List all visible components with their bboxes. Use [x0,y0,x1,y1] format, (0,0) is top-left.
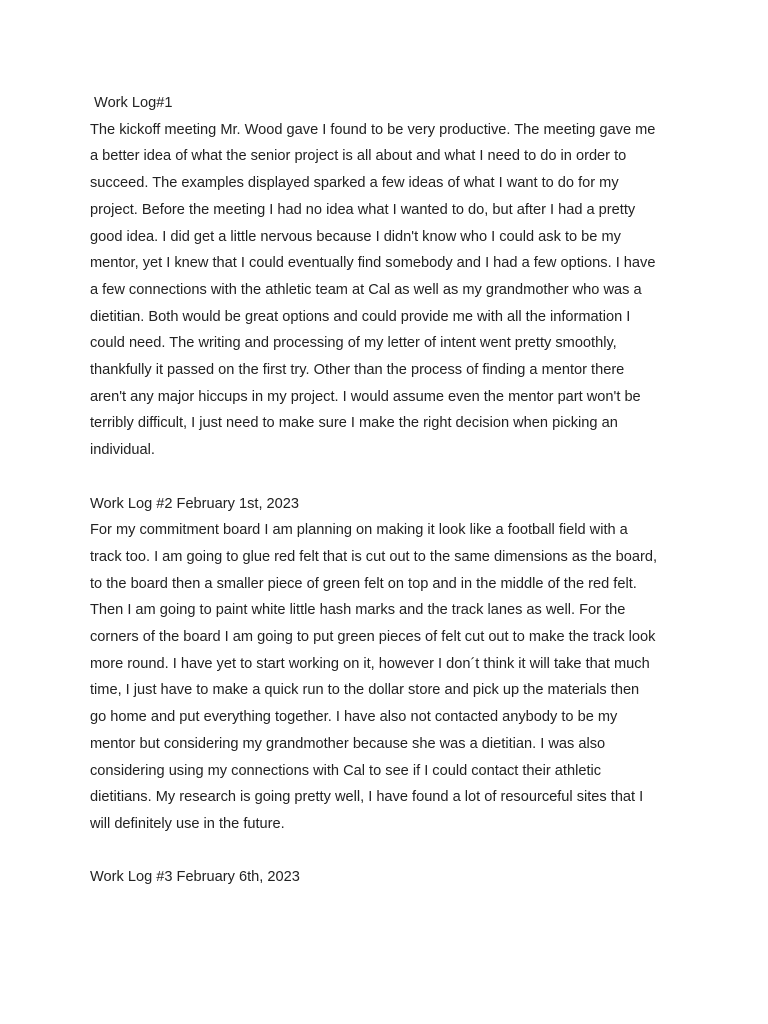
paragraph-line: dietitians. My research is going pretty well, I have found a lot of resourceful sites that I [90,789,644,806]
paragraph-line: considering using my connections with Cal to see if I could contact their athletic [90,762,602,779]
paragraph-line: aren't any major hiccups in my project. I would assume even the mentor part won't be [90,388,641,405]
paragraph-line: corners of the board I am going to put green pieces of felt cut out to make the track look [90,629,656,646]
work-log-3-title: Work Log #3 February 6th, 2023 [90,869,300,886]
paragraph-line: will definitely use in the future. [90,815,285,832]
paragraph-line: mentor, yet I knew that I could eventually find somebody and I had a few options. I have [90,255,656,272]
paragraph-line: track too. I am going to glue red felt that is cut out to the same dimensions as the board, [90,548,658,565]
paragraph-line: For my commitment board I am planning on making it look like a football field with a [90,522,628,539]
work-log-entry-2 [90,491,690,838]
paragraph-line: mentor but considering my grandmother because she was a dietitian. I was also [90,735,606,752]
paragraph-line: good idea. I did get a little nervous because I didn't know who I could ask to be my [90,228,621,245]
work-log-entry-1 [90,90,690,464]
work-log-2-paragraph [90,517,690,837]
paragraph-line: go home and put everything together. I have also not contacted anybody to be my [90,709,618,726]
paragraph-line: time, I just have to make a quick run to the dollar store and pick up the materials then [90,682,640,699]
work-log-2-title: Work Log #2 February 1st, 2023 [90,495,300,512]
paragraph-line: could need. The writing and processing of my letter of intent went pretty smoothly, [90,335,617,352]
paragraph-line: terribly difficult, I just need to make sure I make the right decision when picking an [90,415,618,432]
work-log-entry-3 [90,864,690,891]
paragraph-line: thankfully it passed on the first try. Other than the process of finding a mentor there [90,362,625,379]
work-log-1-title: Work Log#1 [90,95,173,111]
work-log-1-paragraph [90,117,690,464]
paragraph-line: Then I am going to paint white little hash marks and the track lanes as well. For the [90,602,626,619]
paragraph-line: more round. I have yet to start working on it, however I don´t think it will take that much [90,655,650,672]
paragraph-line: a better idea of what the senior project is all about and what I need to do in order to [90,148,627,165]
paragraph-line: project. Before the meeting I had no idea what I wanted to do, but after I had a pretty [90,201,636,218]
paragraph-line: The kickoff meeting Mr. Wood gave I found to be very productive. The meeting gave me [90,121,656,138]
paragraph-line: dietitian. Both would be great options and could provide me with all the information I [90,308,631,325]
paragraph-line: to the board then a smaller piece of green felt on top and in the middle of the red felt. [90,575,637,592]
paragraph-line: succeed. The examples displayed sparked a few ideas of what I want to do for my [90,175,619,192]
paragraph-line: a few connections with the athletic team at Cal as well as my grandmother who was a [90,281,642,298]
paragraph-line: individual. [90,442,155,459]
document-body [90,90,690,918]
